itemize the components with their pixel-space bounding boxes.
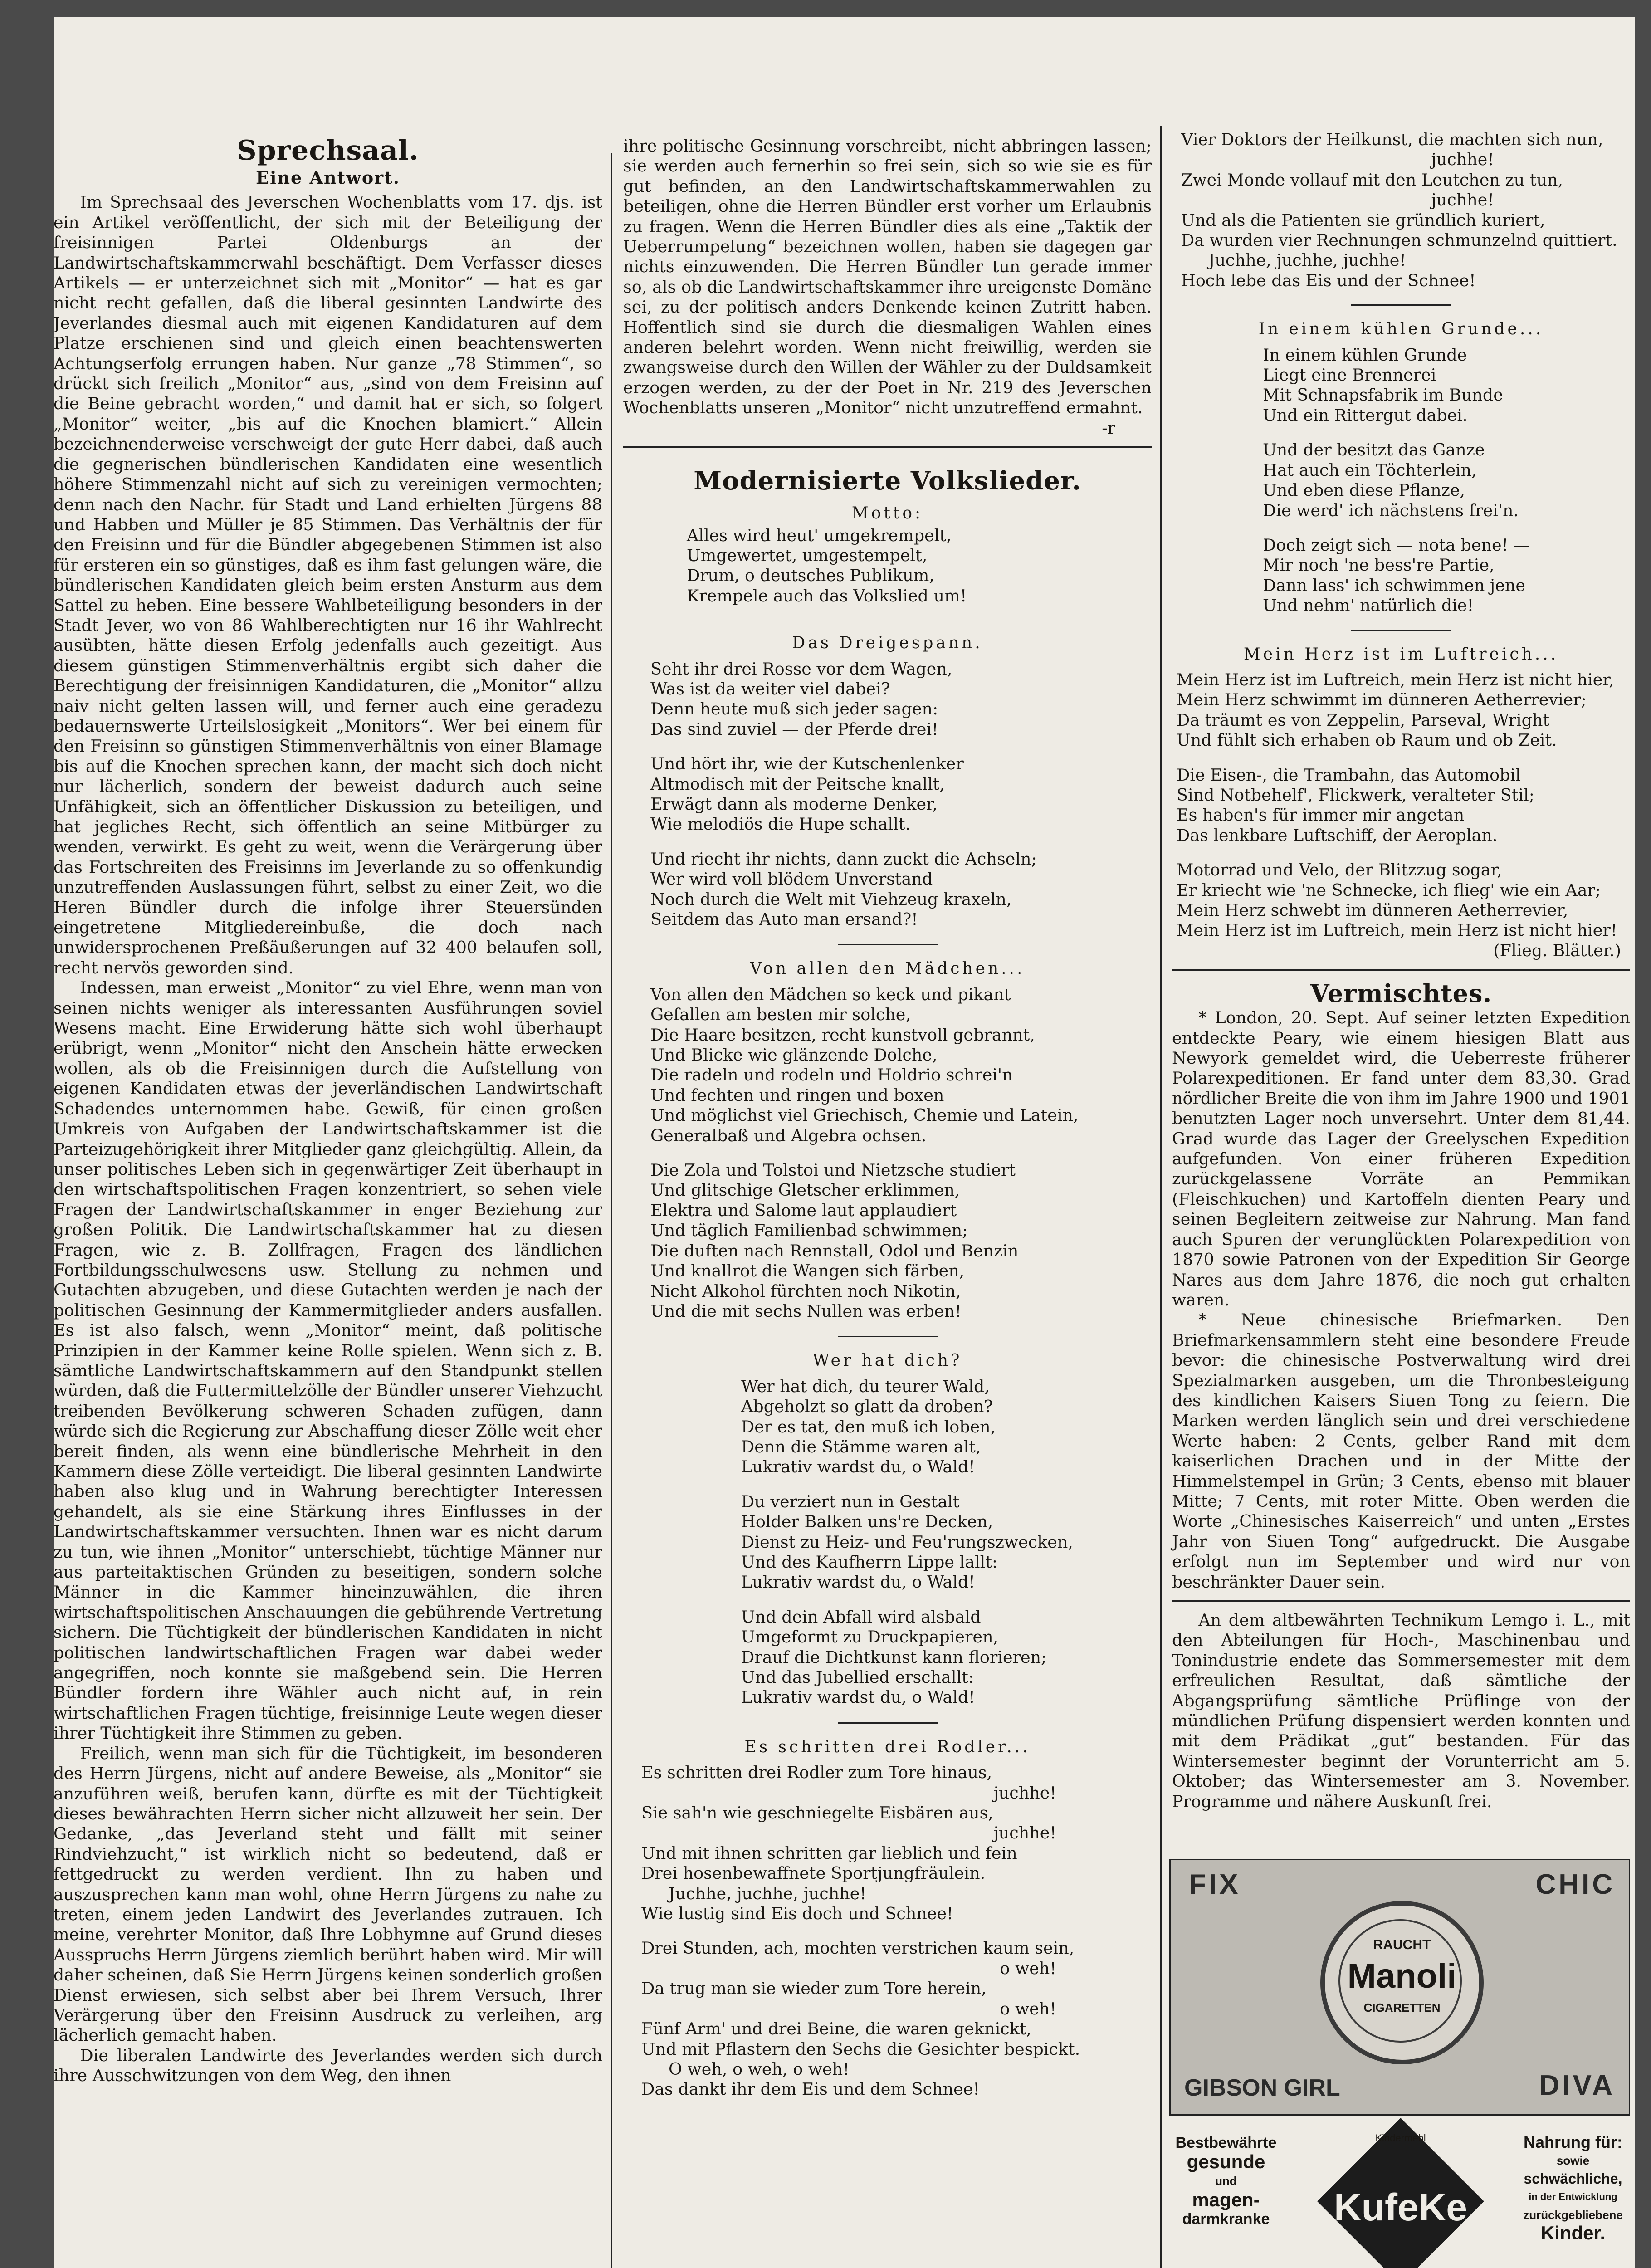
article-continuation: ihre politische Gesinnung vorschreibt, nicht abbringen lassen; sie werden auch fernerhin so frei sein, sich so wie sie es für gut befinden, an den Landwirtschaftskammerwahlen zu beteiligen, ohne die Herren Bündler erst vorher um Erlaubnis zu fragen. Wenn die Herren Bündler dies als eine „Taktik der Ueberrumpelung“ bezeichnen wollen, haben sie dagegen gar nichts einzuwenden. Die Herren Bündler tun gerade immer so, als ob die Landwirtschaftskammer ihre ureigenste Domäne sei, zu der politisch anders Denkende keinen Zutritt haben. Hoffentlich sind sie durch die diesmaligen Wahlen eines anderen belehrt worden. Wenn nicht freiwillig, werden sie zwangsweise durch den Willen der Wähler zu der Duldsamkeit erzogen werden, zu der der Poet in Nr. 219 des Jeverschen Wochenblatts unseren „Monitor“ nicht unzutreffend ermahnt. — [623, 136, 1152, 418]
ad-text-chic: CHIC — [1535, 1869, 1615, 1900]
ad-text-cigaretten: CIGARETTEN — [1363, 2001, 1441, 2014]
section-divider — [1172, 1600, 1630, 1602]
article-signature: -r — [1102, 418, 1115, 438]
ad-text-raucht: RAUCHT — [1373, 1937, 1431, 1952]
ad-emblem — [1320, 1901, 1484, 2064]
poem-divider — [838, 1722, 938, 1724]
ad-text: Bestbewährte — [1175, 2134, 1277, 2151]
section-title: Vermischtes. — [1310, 979, 1492, 1008]
ad-text: magen- — [1192, 2189, 1260, 2210]
poem-title: Von allen den Mädchen... — [750, 959, 1025, 978]
advertisement-manoli — [1169, 1859, 1630, 2116]
ad-text-gibson: GIBSON GIRL — [1184, 2075, 1340, 2101]
ad-text: zurückgebliebene — [1523, 2208, 1623, 2222]
poem-title: Wer hat dich? — [812, 1351, 962, 1370]
poem-rodler: Es schritten drei Rodler zum Tore hinaus, juchhe! Sie sah'n wie geschniegelte Eisbären aus, juchhe! Und mit ihnen schritten gar lieblich und fein Drei hosenbewaffnete Sportjungfräulein. Juchhe, juchhe, juchhe! Wie lustig sind Eis doch und Schnee! Drei Stunden, ach, mochten verstrichen kaum sein, o weh! Da trug man sie wieder zum Tore herein, o weh! Fünf Arm' und drei Beine, die waren geknickt, Und mit Pflastern den Sechs die Gesichter bespickt. O weh, o weh, o weh! Das dankt ihr dem Eis und dem Schnee! — [641, 1763, 1080, 2099]
motto-verse: Alles wird heut' umgekrempelt, Umgewertet, umgestempelt, Drum, o deutsches Publikum, Krempele auch das Volkslied um! — [687, 525, 967, 606]
poem-source: (Flieg. Blätter.) — [1493, 940, 1621, 960]
ad-brand-manoli: Manoli — [1347, 1957, 1457, 1995]
article-subtitle: Eine Antwort. — [256, 167, 400, 188]
ad-text: schwächliche, — [1524, 2170, 1622, 2187]
newspaper-page — [54, 17, 1635, 2268]
column-right — [1172, 130, 1630, 1812]
ad-text-diva: DIVA — [1539, 2070, 1615, 2101]
article-paragraph: Die liberalen Landwirte des Jeverlandes werden sich durch ihre Ausschwitzungen von dem Weg, den ihnen — [54, 2045, 602, 2086]
ad-brand-kufeke: KufeKe — [1334, 2186, 1468, 2229]
article-paragraph: Indessen, man erweist „Monitor“ zu viel Ehre, wenn man von seinen nichts weniger als interessanten Ausführungen soviel Wesens macht. Eine Erwiderung hätte sich wohl überhaupt erübrigt, wenn „Monitor“ nicht den Anschein hätte erwecken wollen, als ob die Freisinnigen durch die Aufstellung von eigenen Kandidaten etwas der jeverländischen Landwirtschaft Schadendes unternommen habe. Gewiß, für einen großen Umkreis von Aufgaben der Landwirtschaftskammer ist die Parteizugehörigkeit ihrer Mitglieder ganz gleichgültig. Allein, da unser politisches Leben sich in gegenwärtiger Zeit überhaupt in den wirtschaftspolitischen Fragen konzentriert, so sehen viele Fragen der Landwirtschaftskammer in enger Beziehung zur großen Politik. Die Landwirtschaftskammer hat zu diesen Fragen, wie z. B. Zollfragen, Fragen des ländlichen Fortbildungsschulwesens usw. Stellung zu nehmen und Gutachten abzugeben, und diese Gutachten werden je nach der politischen Gesinnung der Kammermitglieder anders ausfallen. Es ist also falsch, wenn „Monitor“ meint, daß politische Prinzipien in der Kammer keine Rolle spielen. Wenn sich z. B. sämtliche Landwirtschaftskammern auf den Standpunkt stellen würden, daß die Futtermittelzölle der Bündler unserer Viehzucht treibenden Bevölkerung schweren Schaden zufügen, dann würde sich die Regierung zur Abschaffung dieser Zölle weit eher bereit finden, als wenn eine bündlerische Mehrheit in den Kammern diese Zölle verteidigt. Die liberal gesinnten Landwirte haben also klug und in Wahrung berechtigter Interessen gehandelt, als sie eine Stärkung ihres Einflusses in der Landwirtschaftskammer versuchten. Ihnen war es nicht darum zu tun, wie ihnen „Monitor“ unterschiebt, tüchtige Männer nur aus parteitaktischen Gründen zu beseitigen, sondern solche Männer in die Kammer hineinzuwählen, die ihren wirtschaftspolitischen Anschauungen die gebührende Vertretung sichern. Die Tüchtigkeit der bündlerischen Kandidaten in nicht politischen landwirtschaftlichen Fragen war dabei weder angegriffen, noch konnte sie maßgebend sein. Die Herren Bündler fordern ihre Wähler auch nicht auf, in rein wirtschaftlichen Fragen tüchtige, freisinnige Leute wegen dieser ihrer Tüchtigkeit ihre Stimmen zu geben. — [54, 978, 602, 1743]
section-title: Modernisierte Volkslieder. — [694, 466, 1081, 496]
ad-text: in der Entwicklung — [1529, 2191, 1617, 2202]
ad-text: Kindermehl — [1375, 2132, 1426, 2144]
poem-maedchen: Von allen den Mädchen so keck und pikant Gefallen am besten mir solche, Die Haare besitzen, recht kunstvoll gebrannt, Und Blicke wie glänzende Dolche, Die radeln und rodeln und Holdrio schrei'n Und fechten und ringen und boxen Und möglichst viel Griechisch, Chemie und Latein, Generalbaß und Algebra ochsen. Die Zola und Tolstoi und Nietzsche studiert Und glitschige Gletscher erklimmen, Elektra und Salome laut applaudiert Und täglich Familienbad schwimmen; Die duften nach Rennstall, Odol und Benzin Und knallrot die Wangen sich färben, Nicht Alkohol fürchten noch Nikotin, Und die mit sechs Nullen was erben! — [650, 984, 1079, 1321]
advertisement-kufeke — [1169, 2129, 1627, 2268]
motto-label: Motto: — [851, 504, 923, 523]
news-item: * London, 20. Sept. Auf seiner letzten Expedition entdeckte Peary, wie einem hiesigen Blatt aus Newyork gemeldet wird, die Ueberreste früherer Polarexpeditionen. Er fand unter dem 83,30. Grad nördlicher Breite die von ihm im Jahre 1900 und 1901 benutzten Lager noch unversehrt. Unter dem 81,44. Grad wurde das Lager der Greelyschen Expedition aufgefunden. Von einer früheren Expedition zurückgelassene Vorräte an Pemmikan (Fleischkuchen) und Kartoffeln dienten Peary und seinen Begleitern zeitweise zur Nahrung. Man fand auch Spuren der verunglückten Polarexpedition von 1870 sowie Patronen von der Expedition Sir George Nares aus dem Jahre 1876, die noch gut erhalten waren. — [1172, 1008, 1630, 1310]
poem-title: Das Dreigespann. — [792, 634, 983, 653]
section-title: Sprechsaal. — [237, 135, 419, 166]
section-divider — [623, 446, 1152, 448]
poem-luftreich: Mein Herz ist im Luftreich, mein Herz ist nicht hier, Mein Herz schwimmt im dünneren Aetherrevier; Da träumt es von Zeppelin, Parseval, Wright Und fühlt sich erhaben ob Raum und ob Zeit. Die Eisen-, die Trambahn, das Automobil Sind Notbehelf', Flickwerk, veralteter Stil; Es haben's für immer mir angetan Das lenkbare Luftschiff, der Aeroplan. Motorrad und Velo, der Blitzzug sogar, Er kriecht wie 'ne Schnecke, ich flieg' wie ein Aar; Mein Herz schwebt im dünneren Aetherrevier, Mein Herz ist im Luftreich, mein Herz ist nicht hier! — [1177, 670, 1617, 940]
poem-title: Mein Herz ist im Luftreich... — [1243, 645, 1559, 664]
ad-text: gesunde — [1187, 2151, 1265, 2172]
poem-divider — [1351, 630, 1451, 631]
ad-text: und — [1215, 2174, 1237, 2188]
ad-text: darmkranke — [1182, 2210, 1270, 2228]
ad-text: sowie — [1556, 2154, 1590, 2167]
poem-divider — [838, 1336, 938, 1337]
news-item: * Neue chinesische Briefmarken. Den Briefmarkensammlern steht eine besondere Freude bevor: die chinesische Postverwaltung wird drei Spezialmarken ausgeben, um die Thronbesteigung des kindlichen Kaisers Siuen Tong zu feiern. Die Marken werden länglich sein und drei verschiedene Werte haben: 2 Cents, gelber Rand mit dem kaiserlichen Drachen und in der Mitte der Himmelstempel in Grün; 3 Cents, ebenso mit blauer Mitte; 7 Cents, mit roter Mitte. Oben werden die Worte „Chinesisches Kaiserreich“ und unten „Erstes Jahr von Siuen Tong“ aufgedruckt. Die Ausgabe erfolgt nun im September und wird nur von beschränkter Dauer sein. — [1172, 1310, 1630, 1592]
column-sprechsaal — [54, 136, 616, 2086]
poem-title: In einem kühlen Grunde... — [1258, 320, 1544, 339]
column-divider — [611, 153, 612, 2268]
poem-dreigespann: Seht ihr drei Rosse vor dem Wagen, Was ist da weiter viel dabei? Denn heute muß sich jeder sagen: Das sind zuviel — der Pferde drei! Und hört ihr, wie der Kutschenlenker Altmodisch mit der Peitsche knallt, Erwägt dann als moderne Denker, Wie melodiös die Hupe schallt. Und riecht ihr nichts, dann zuckt die Achseln; Wer wird voll blödem Unverstand Noch durch die Welt mit Viehzeug kraxeln, Seitdem das Auto man ersand?! — [650, 659, 1037, 929]
ad-text-fix: FIX — [1189, 1869, 1241, 1900]
column-divider — [1160, 126, 1162, 2268]
column-volkslieder — [623, 136, 1152, 2114]
poem-title: Es schritten drei Rodler... — [744, 1737, 1031, 1756]
ad-text: Nahrung für: — [1524, 2133, 1622, 2151]
poem-kuehler-grunde: In einem kühlen Grunde Liegt eine Brennerei Mit Schnapsfabrik im Bunde Und ein Rittergut dabei. Und der besitzt das Ganze Hat auch ein Töchterlein, Und eben diese Pflanze, Die werd' ich nächstens frei'n. Doch zeigt sich — nota bene! — Mir noch 'ne bess're Partie, Dann lass' ich schwimmen jene Und nehm' natürlich die! — [1263, 345, 1530, 616]
article-paragraph: Im Sprechsaal des Jeverschen Wochenblatts vom 17. djs. ist ein Artikel veröffentlicht, der sich mit der Beteiligung der freisinnigen Partei Oldenburgs an der Landwirtschaftskammerwahl beschäftigt. Dem Verfasser dieses Artikels — er unterzeichnet sich mit „Monitor“ — hat es gar nicht recht gefallen, daß die liberal gesinnten Landwirte des Jeverlandes diesmal auch mit eigenen Kandidaturen auf dem Platze erschienen sind und gleich einen beachtenswerten Achtungserfolg errungen haben. Nur ganze „78 Stimmen“, so drückt sich freilich „Monitor“ aus, „sind von dem Freisinn auf die Beine gebracht worden,“ und damit hat er sich, so folgert „Monitor“ weiter, „bis auf die Knochen blamiert.“ Allein bezeichnenderweise verschweigt der gute Herr dabei, daß auch die gegnerischen bündlerischen Kandidaten eine wesentlich höhere Stimmenzahl nicht auf sich zu vereinigen vermochten; denn nach den Nachr. für Stadt und Land erhielten Jürgens 88 und Habben und Müller je 85 Stimmen. Das Verhältnis der für den Freisinn und für die Bündler abgegebenen Stimmen ist also für ersteren ein so günstiges, daß es ihm fast gelungen wäre, die bündlerischen Kandidaten gleich beim ersten Ansturm aus dem Sattel zu heben. Eine bessere Wahlbeteiligung besonders in der Stadt Jever, wo von 86 Wahlberechtigten nur 16 ihr Wahlrecht ausübten, hätte diesen Erfolg jedenfalls auch gezeitigt. Aus diesem günstigen Stimmenverhältnis ergibt sich daher die Berechtigung der freisinnigen Kandidaturen, die „Monitor“ allzu naiv nicht gelten lassen will, und ferner auch eine geradezu bedauernswerte Urteilslosigkeit „Monitors“. Wer bei einem für den Freisinn so günstigen Stimmenverhältnis von einer Blamage bis auf die Knochen sprechen kann, der macht sich doch nicht nur lächerlich, sondern der beweist dadurch auch seine Unfähigkeit, sich an öffentlicher Diskussion zu beteiligen, und hat jegliches Recht, sich öffentlich an seine Mitbürger zu wenden, verwirkt. Es geht zu weit, wenn die Verärgerung über das Fortschreiten des Freisinns im Jeverlande zu so offenkundig unzutreffenden Auslassungen führt, selbst zu einer Zeit, wo die Heren Bündler durch die infolge ihrer Steuersünden eingetretene Mitgliedereinbuße, die doch nach unwidersprochenen Preßäußerungen auf 32 400 belaufen soll, recht nervös geworden sind. — [54, 192, 602, 978]
poem-divider — [1351, 304, 1451, 306]
poem-divider — [838, 944, 938, 945]
article-paragraph: Freilich, wenn man sich für die Tüchtigkeit, im besonderen des Herrn Jürgens, nicht auf andere Beweise, als „Monitor“ sie anzuführen weiß, berufen kann, dürfte es mit der Tüchtigkeit dieses bewährachten Herrn sicher nicht allzuweit her sein. Der Gedanke, „das Jeverland steht und fällt mit seiner Rindviehzucht,“ ist wirklich nicht so bedeutend, daß er fettgedruckt zu werden verdient. Ihn zu haben und auszusprechen kann man wohl, ohne Herrn Jürgens zu nahe zu treten, einem jeden Landwirt des Jeverlandes zutrauen. Ich meine, verehrter Monitor, daß Ihre Lobhymne auf Grund dieses Ausspruchs Herrn Jürgens ziemlich berührt haben wird. Mir will daher scheinen, daß Sie Herrn Jürgens keinen sonderlich großen Dienst erwiesen, sich selbst aber bei Ihrem Versuch, Ihrer Verärgerung über den Freisinn Ausdruck zu verleihen, arg lächerlich gemacht haben. — [54, 1743, 602, 2045]
notice-technikum: An dem altbewährten Technikum Lemgo i. L., mit den Abteilungen für Hoch-, Maschinenbau und Tonindustrie endete das Sommersemester mit dem erfreulichen Resultat, daß sämtliche der Abgangsprüfung sämtliche Prüflinge von der mündlichen Prüfung dispensiert werden konnten und mit dem Prädikat „gut“ bestanden. Für das Wintersemester beginnt der Vorunterricht am 5. Oktober; das Wintersemester am 3. November. Programme und nähere Auskunft frei. — [1172, 1610, 1630, 1811]
section-divider — [1172, 969, 1630, 971]
ad-text: Kinder. — [1540, 2222, 1606, 2244]
poem-wald: Wer hat dich, du teurer Wald, Abgeholzt so glatt da droben? Der es tat, den muß ich loben, Denn die Stämme waren alt, Lukrativ wardst du, o Wald! Du verziert nun in Gestalt Holder Balken uns're Decken, Dienst zu Heiz- und Feu'rungszwecken, Und des Kaufherrn Lippe lallt: Lukrativ wardst du, o Wald! Und dein Abfall wird alsbald Umgeformt zu Druckpapieren, Drauf die Dichtkunst kann florieren; Und das Jubellied erschallt: Lukrativ wardst du, o Wald! — [741, 1376, 1074, 1707]
poem-rodler-end: Vier Doktors der Heilkunst, die machten sich nun, juchhe! Zwei Monde vollauf mit den Leutchen zu tun, juchhe! Und als die Patienten sie gründlich kuriert, Da wurden vier Rechnungen schmunzelnd quittiert. Juchhe, juchhe, juchhe! Hoch lebe das Eis und der Schnee! — [1181, 130, 1617, 290]
